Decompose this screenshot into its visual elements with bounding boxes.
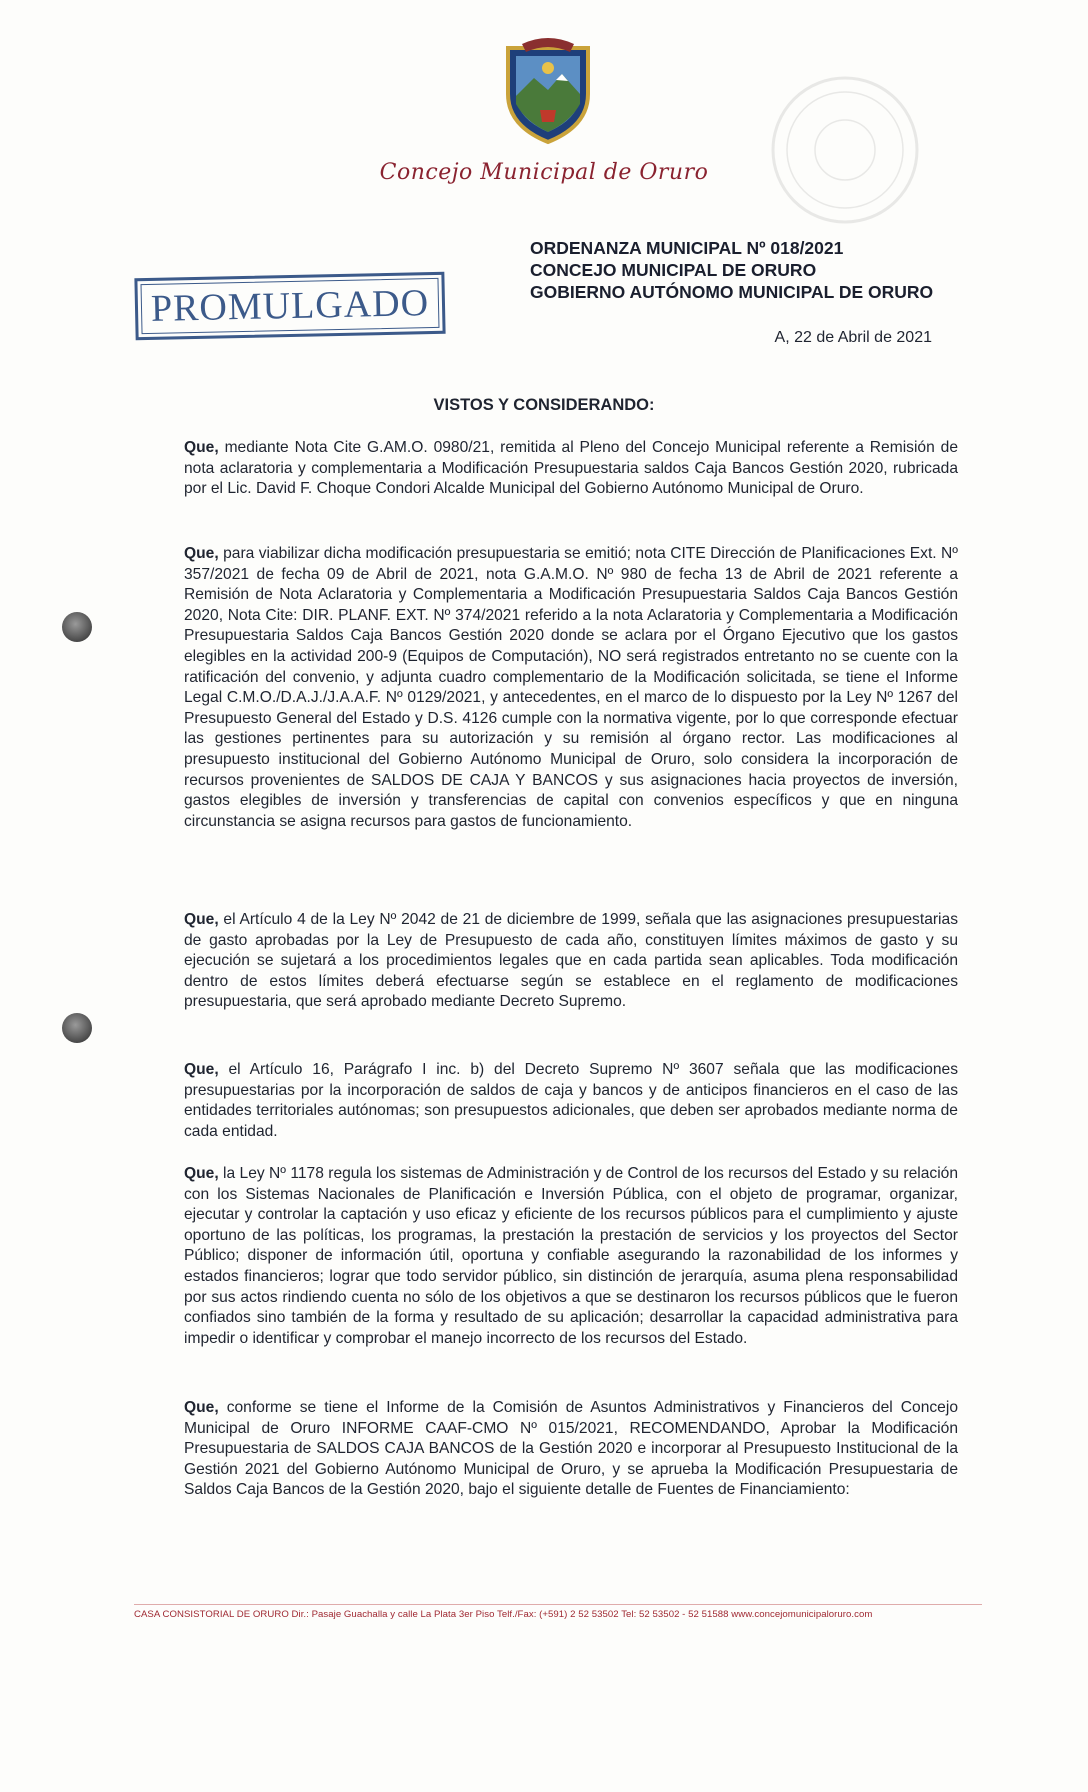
section-title: VISTOS Y CONSIDERANDO: bbox=[433, 396, 655, 414]
paragraph: Que, el Artículo 16, Parágrafo I inc. b) del Decreto Supremo Nº 3607 señala que las modificaciones presupuestarias por la incorporación de saldos de caja y bancos y de anticipos financieros en el caso de las entidades territoriales autónomas; son presupuestos adicionales, que deben ser aprobados mediante norma de cada entidad. bbox=[184, 1061, 958, 1140]
ordinance-number: ORDENANZA MUNICIPAL Nº 018/2021 bbox=[530, 238, 844, 258]
municipal-crest-icon bbox=[500, 34, 596, 146]
ordinance-header bbox=[530, 237, 933, 303]
paragraph: Que, mediante Nota Cite G.AM.O. 0980/21, remitida al Pleno del Concejo Municipal referente a Remisión de nota aclaratoria y complementaria a Modificación Presupuestaria saldos Caja Bancos Gestión 2020, rubricada por el Lic. David F. Choque Condori Alcalde Municipal del Gobierno Autónomo Municipal de Oruro. bbox=[184, 439, 958, 498]
council-line: CONCEJO MUNICIPAL DE ORURO bbox=[530, 260, 817, 280]
paragraph: Que, el Artículo 4 de la Ley Nº 2042 de 21 de diciembre de 1999, señala que las asignaciones presupuestarias de gasto aprobadas por la Ley de Presupuesto de cada año, constituyen límites máximos de gasto y su ejecución se sujetará a los procedimientos legales que en cada partida sean aplicables. Toda modificación dentro de estos límites deberá efectuarse según se establece en el reglamento de modificaciones presupuestaria, que será aprobado mediante Decreto Supremo. bbox=[184, 911, 958, 1011]
council-name-script: Concejo Municipal de Oruro bbox=[379, 160, 709, 185]
punch-hole-icon bbox=[62, 612, 92, 642]
footer-address: CASA CONSISTORIAL DE ORURO Dir.: Pasaje Guachalla y calle La Plata 3er Piso Telf./Fax: (+591) 2 52 53502 Tel: 52 53502 - 52 51588 www.concejomunicipaloruro.com bbox=[134, 1609, 873, 1620]
government-line: GOBIERNO AUTÓNOMO MUNICIPAL DE ORURO bbox=[530, 282, 934, 302]
paragraph: Que, la Ley Nº 1178 regula los sistemas de Administración y de Control de los recursos del Estado y su relación con los Sistemas Nacionales de Planificación e Inversión Pública, con el objeto de programar, organizar, ejecutar y controlar la captación y uso eficaz y eficiente de los recursos públicos para el cumplimiento y ajuste oportuno de las políticas, los programas, la prestación la prestación de servicios y los proyectos del Sector Público; disponer de información útil, oportuna y confiable asegurando la razonabilidad de los informes y estados financieros; lograr que todo servidor público, sin distinción de jerarquía, asuma plena responsabilidad por sus actos rindiendo cuenta no sólo de los objetivos a que se destinaron los recursos públicos que le fueron confiados sino también de la forma y resultado de su aplicación; desarrollar la capacidad administrativa para impedir o identificar y comprobar el manejo incorrecto de los recursos del Estado. bbox=[184, 1165, 958, 1347]
paragraph: Que, para viabilizar dicha modificación presupuestaria se emitió; nota CITE Dirección de Planificaciones Ext. Nº 357/2021 de fecha 09 de Abril de 2021, nota G.A.M.O. Nº 980 de fecha 13 de Abril de 2021 referente a Remisión de Nota Aclaratoria y Complementaria a Modificación Presupuestaria Saldos Caja Bancos Gestión 2020, Nota Cite: DIR. PLANF. EXT. Nº 374/2021 referido a la nota Aclaratoria y Complementaria a Modificación Presupuestaria Saldos Caja Bancos Gestión 2020 donde se aclara por el Órgano Ejecutivo que los gastos elegibles en la actividad 200-9 (Equipos de Computación), NO será registrados entretanto no se cuente con la ratificación del convenio, y adjunta cuadro complementario de la Modificación solicitada, se tiene el Informe Legal C.M.O./D.A.J./J.A.A.F. Nº 0129/2021, y antecedentes, en el marco de lo dispuesto por la Ley Nº 1267 del Presupuesto General del Estado y D.S. 4126 cumple con la normativa vigente, por lo que corresponde efectuar las gestiones pertinentes para su autorización y su remisión al órgano rector. Las modificaciones al presupuesto institucional del Gobierno Autónomo Municipal de Oruro, solo considera la incorporación de recursos provenientes de SALDOS DE CAJA Y BANCOS y sus asignaciones hacia proyectos de inversión, gastos elegibles de inversión y transferencias de capital con convenios específicos y que en ninguna circunstancia se asigna recursos para gastos de funcionamiento. bbox=[184, 545, 958, 830]
footer-divider bbox=[134, 1604, 982, 1605]
punch-hole-icon bbox=[62, 1013, 92, 1043]
seal-watermark-icon bbox=[765, 70, 925, 230]
document-date: A, 22 de Abril de 2021 bbox=[774, 329, 932, 346]
promulgado-stamp: PROMULGADO bbox=[134, 272, 445, 340]
paragraph: Que, conforme se tiene el Informe de la Comisión de Asuntos Administrativos y Financieros del Concejo Municipal de Oruro INFORME CAAF-CMO Nº 015/2021, RECOMENDANDO, Aprobar la Modificación Presupuestaria de SALDOS CAJA BANCOS de la Gestión 2020 e incorporar al Presupuesto Institucional de la Gestión 2021 del Gobierno Autónomo Municipal de Oruro, y se aprueba la Modificación Presupuestaria de Saldos Caja Bancos de la Gestión 2020, bajo el siguiente detalle de Fuentes de Financiamiento: bbox=[184, 1399, 958, 1499]
